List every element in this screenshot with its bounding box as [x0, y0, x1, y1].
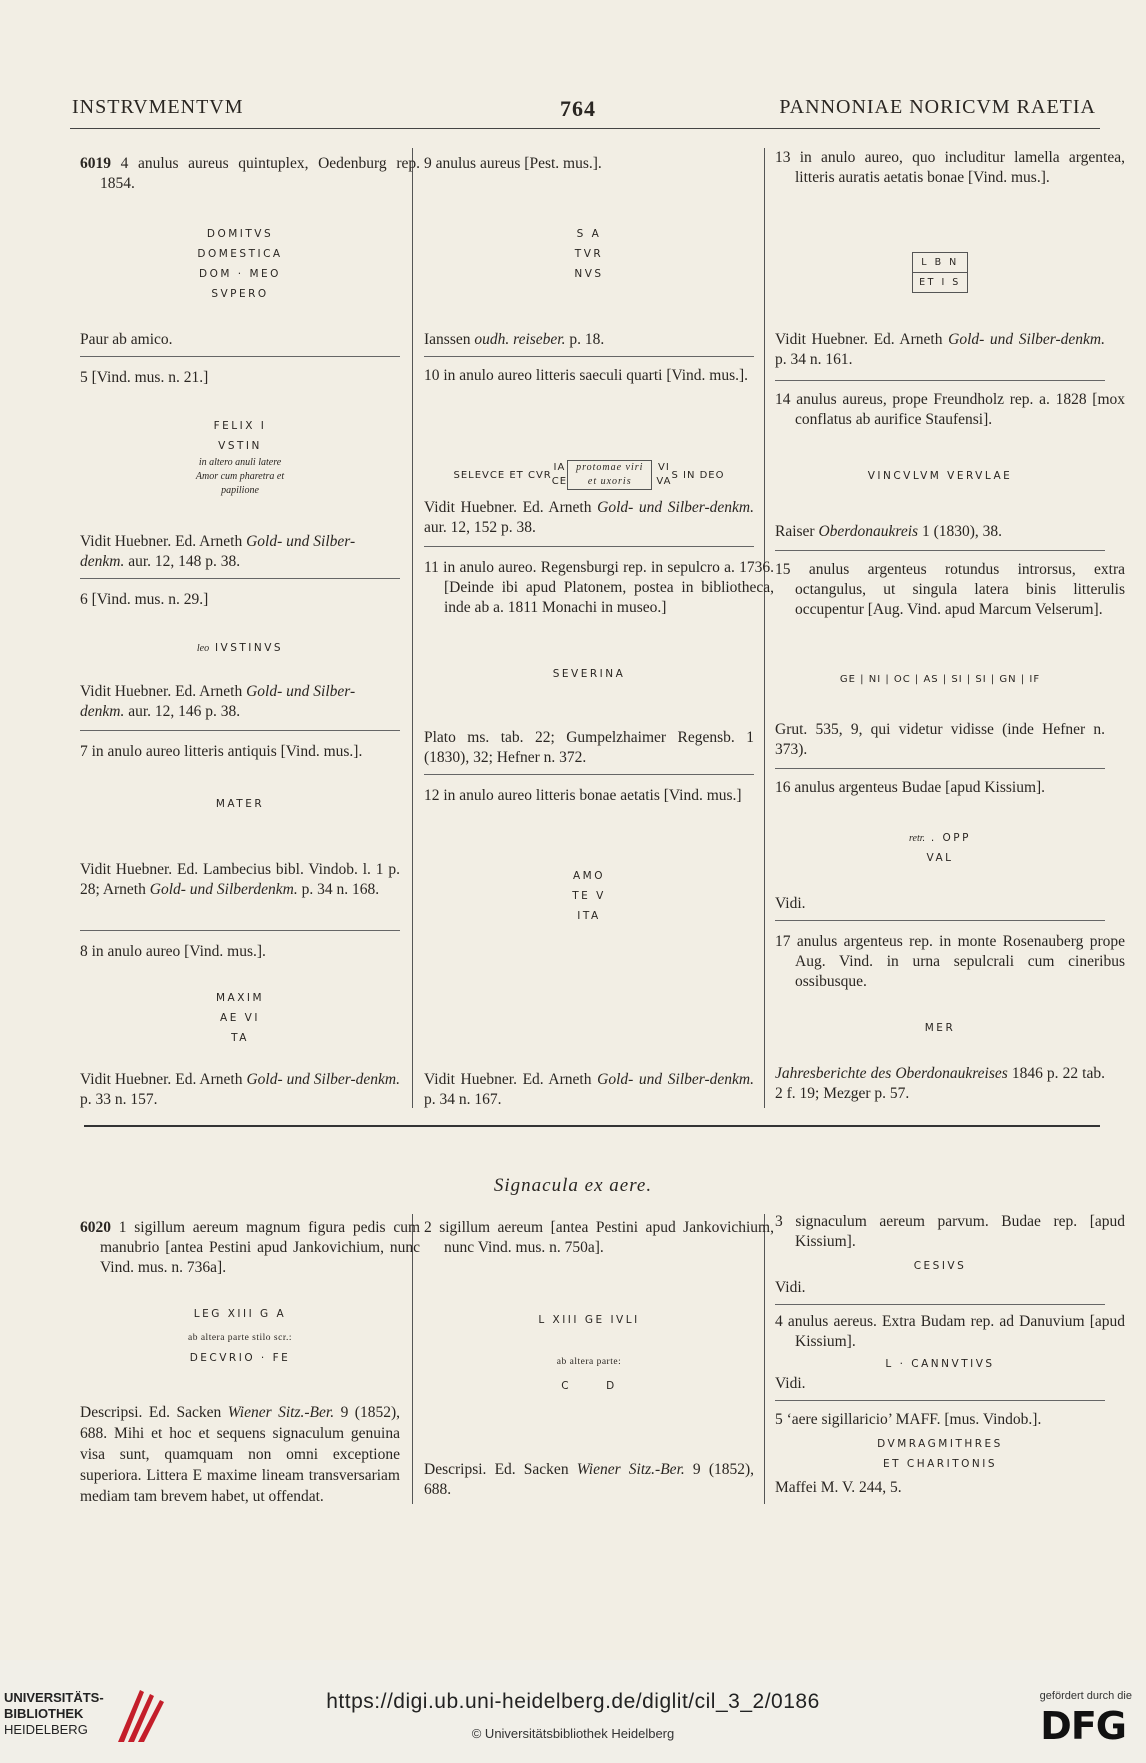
citation [80, 1402, 400, 1507]
citation [80, 682, 400, 722]
inscription [80, 416, 400, 498]
entry-number: 6019 [80, 155, 111, 172]
citation-title: oudh. reiseber. [474, 331, 566, 348]
inscription [80, 988, 400, 1048]
inscription [80, 638, 400, 658]
page-number: 764 [560, 96, 596, 121]
inscription-line: DOMITVS [206, 228, 274, 240]
citation [80, 532, 400, 572]
inscription-text: CE [551, 476, 568, 487]
entry-16: 16 anulus argenteus Budae [apud Kissium]. [775, 779, 1046, 796]
citation [424, 1070, 754, 1110]
citation [775, 330, 1105, 370]
inscription-note: retr. [909, 833, 926, 844]
citation-title: denkm. [80, 703, 125, 720]
entry-17: 17 anulus argenteus rep. in monte Rosenauberg prope Aug. Vind. in urna sepulcrali cum cineribus ossibusque. [775, 933, 1125, 990]
inscription: MATER [215, 798, 265, 810]
entry-rule [80, 930, 400, 931]
citation-text: Vidit Huebner. Ed. Arneth [424, 1071, 592, 1088]
inscription [775, 252, 1105, 293]
citation: Plato ms. tab. 22; Gumpelzhaimer Regensb. 1 (1830), 32; Hefner n. 372. [424, 729, 754, 766]
entry-number: 6020 [80, 1219, 111, 1236]
inscription-line: C D [561, 1380, 617, 1392]
citation-text: p. 34 n. 167. [424, 1091, 502, 1108]
entry-11: 11 in anulo aureo. Regensburgi rep. in sepulcro a. 1736. [Deinde ibi apud Platonem, postea in bibliotheca, inde ab a. 1811 Monachi in museo.] [424, 559, 774, 616]
entry-text: 1 sigillum aereum magnum figura pedis cum manubrio [antea Pestini apud Jankovichium, nunc Vind. mus. n. 736a]. [100, 1219, 421, 1276]
inscription-line: DECVRIO · FE [189, 1352, 291, 1364]
box-line: et uxoris [587, 476, 632, 487]
running-head-left: INSTRVMENTVM [72, 96, 244, 118]
entry-rule [80, 356, 400, 357]
citation-text: Vidit Huebner. Ed. Arneth [424, 499, 592, 516]
entry-6020 [80, 1218, 420, 1278]
inscription [775, 828, 1105, 868]
citation-text: p. 34 n. 161. [775, 351, 853, 368]
citation-title: Wiener Sitz.-Ber. [576, 1461, 685, 1478]
inscription-line: DOMESTICA [197, 248, 283, 260]
inscription: L · CANNVTIVS [885, 1358, 995, 1370]
citation-text: aur. 12, 146 p. 38. [128, 703, 241, 720]
citation: Grut. 535, 9, qui videtur vidisse (inde Hefner n. 373). [775, 721, 1105, 758]
inscription-line: S A [576, 228, 602, 240]
entry-sig-4: 4 anulus aereus. Extra Budam rep. ad Danuvium [apud Kissium]. [775, 1313, 1125, 1350]
citation-text: aur. 12, 148 p. 38. [128, 553, 241, 570]
section-title: Signacula ex aere. [493, 1175, 653, 1196]
entry-rule [775, 550, 1105, 551]
inscription [424, 224, 754, 284]
library-name-line: UNIVERSITÄTS- [4, 1690, 104, 1705]
inscription-layout [453, 460, 724, 490]
inscription-line: TVR [574, 248, 604, 260]
header-rule [70, 128, 1100, 129]
inscription-text: SELEVCE ET CVR [453, 470, 552, 481]
entry-sig-3: 3 signaculum aereum parvum. Budae rep. [apud Kissium]. [775, 1213, 1125, 1250]
citation-title: Gold- und Silber-denkm. [948, 331, 1105, 348]
inscription-line: TA [231, 1032, 249, 1044]
inscription [424, 1310, 754, 1396]
citation-text: Descripsi. Ed. Sacken [424, 1461, 569, 1478]
inscription [80, 1304, 400, 1368]
inscription-stack [656, 461, 671, 489]
inscription-note: leo [196, 643, 210, 654]
inscription-part [453, 461, 567, 490]
inscription-part [652, 461, 725, 490]
citation-text: Raiser [775, 523, 815, 540]
inscription-note: ab altera parte stilo scr.: [188, 1333, 292, 1343]
inscription-text: S IN DEO [671, 470, 725, 481]
dfg-logo: DFG [1040, 1704, 1126, 1748]
citation-text: aur. 12, 152 p. 38. [424, 519, 536, 536]
citation [424, 498, 754, 538]
inscription: MER [924, 1022, 956, 1034]
inscription-line: L XIII GE IVLI [538, 1314, 640, 1326]
inscription-line: NVS [574, 268, 604, 280]
citation-text: Vidit Huebner. Ed. Arneth [80, 1071, 243, 1088]
citation-title: Gold- und Silber-denkm. [597, 499, 754, 516]
entry-15: 15 anulus argenteus rotundus introrsus, extra octangulus, ut singula latera binis litterulis occupentur [Aug. Vind. apud Marcum Velserum]. [775, 561, 1125, 618]
citation-text: Vidit Huebner. Ed. Lambecius bibl. Vindob. l. 1 p. 28; Arneth [80, 861, 400, 898]
citation-title: Gold- und Silber- [246, 533, 356, 550]
inscription: CESIVS [913, 1260, 967, 1272]
inscription-note: in altero anuli latere [198, 457, 282, 468]
entry-rule [424, 774, 754, 775]
entry-rule [80, 578, 400, 579]
inscription-line: retr. . OPP [909, 832, 971, 844]
citation: Paur ab amico. [80, 331, 173, 348]
citation [424, 1460, 754, 1500]
citation-text: p. 34 n. 168. [301, 881, 380, 898]
copyright: © Universitätsbibliothek Heidelberg [471, 1726, 675, 1741]
inscription [80, 224, 400, 304]
entry-6019 [80, 154, 420, 194]
inscription-line: SVPERO [211, 288, 269, 300]
citation-title: denkm. [80, 553, 125, 570]
citation [80, 860, 400, 900]
inscription-line: ITA [577, 910, 601, 922]
citation-text: 1846 p. 22 tab. 2 f. 19; Mezger p. 57. [775, 1065, 1105, 1102]
inscription-line: VAL [926, 852, 954, 864]
column-rule [764, 148, 765, 1108]
inscription [424, 866, 754, 926]
entry-9: 9 anulus aureus [Pest. mus.]. [424, 155, 602, 172]
entry-rule [775, 768, 1105, 769]
citation-text: Vidit Huebner. Ed. Arneth [80, 683, 243, 700]
entry-6: 6 [Vind. mus. n. 29.] [80, 591, 209, 608]
inscription [775, 1434, 1105, 1474]
footer-bar [0, 1660, 1146, 1763]
citation: Vidi. [775, 1279, 806, 1296]
section-rule [84, 1125, 1100, 1127]
inscription-line: VSTIN [218, 440, 262, 452]
entry-14: 14 anulus aureus, prope Freundholz rep. a. 1828 [mox conflatus ab aurifice Staufensi]. [775, 391, 1125, 428]
citation-text: Ianssen [424, 331, 471, 348]
citation-title: Gold- und Silber-denkm. [246, 1071, 400, 1088]
citation-text: p. 33 n. 157. [80, 1091, 158, 1108]
box-line: protomae viri [576, 462, 644, 473]
funding-label: gefördert durch die [1039, 1690, 1132, 1702]
entry-rule [775, 380, 1105, 381]
entry-text: 4 anulus aureus quintuplex, Oedenburg rep. 1854. [100, 155, 420, 192]
citation-title: Gold- und Silber- [246, 683, 356, 700]
citation-title: Oberdonaukreis [818, 523, 919, 540]
entry-rule [424, 546, 754, 547]
inscription-box [568, 461, 652, 490]
inscription-text: IA [553, 462, 566, 473]
inscription-line: FELIX I [213, 420, 267, 432]
inscription-line: IVSTINVS [214, 642, 284, 654]
citation: Vidi. [775, 895, 806, 912]
permalink[interactable]: https://digi.ub.uni-heidelberg.de/diglit/cil_3_2/0186 [326, 1690, 820, 1713]
inscription-line: ET CHARITONIS [883, 1458, 997, 1470]
inscription-note: ab altera parte: [556, 1357, 622, 1367]
inscription-note: papilione [221, 485, 259, 496]
inscription-note: Amor cum pharetra et [195, 471, 285, 482]
inscription-line: DVMRAGMITHRES [877, 1438, 1003, 1450]
entry-13: 13 in anulo aureo, quo includitur lamella argentea, litteris auratis aetatis bonae [Vind. mus.]. [775, 149, 1125, 186]
citation-text: 1 (1830), 38. [921, 523, 1003, 540]
citation-title: Wiener Sitz.-Ber. [227, 1404, 335, 1421]
entry-rule [775, 1304, 1105, 1305]
entry-sig-2: 2 sigillum aereum [antea Pestini apud Jankovichium, nunc Vind. mus. n. 750a]. [424, 1219, 774, 1256]
citation [775, 522, 1105, 542]
citation-title: Gold- und Silberdenkm. [149, 881, 298, 898]
entry-5: 5 [Vind. mus. n. 21.] [80, 369, 209, 386]
column-rule [412, 148, 413, 1108]
entry-7: 7 in anulo aureo litteris antiquis [Vind. mus.]. [80, 743, 363, 760]
library-name-line: BIBLIOTHEK [4, 1706, 84, 1721]
citation-text: Descripsi. Ed. Sacken [80, 1404, 222, 1421]
entry-sig-5: 5 ‘aere sigillaricio’ MAFF. [mus. Vindob.]. [775, 1411, 1042, 1428]
citation: Vidi. [775, 1375, 806, 1392]
citation-text: 9 (1852), 688. Mihi et hoc et sequens signaculum genuina visa sunt, quamquam non omni exceptione superiora. Littera E maxime lineam transversariam mediam tam brevem habet, ut offendat. [80, 1404, 400, 1505]
inscription-text: OPP [942, 832, 971, 844]
inscription-box [912, 252, 968, 293]
citation-text: p. 18. [569, 331, 605, 348]
inscription-line: AE VI [220, 1012, 260, 1024]
inscription-line: LEG XIII G A [193, 1308, 287, 1320]
entry-10: 10 in anulo aureo litteris saeculi quarti [Vind. mus.]. [424, 367, 749, 384]
inscription-text: VA [656, 476, 672, 487]
inscription-line: MAXIM [215, 992, 265, 1004]
entry-8: 8 in anulo aureo [Vind. mus.]. [80, 943, 266, 960]
entry-rule [80, 730, 400, 731]
citation-title: Jahresberichte des Oberdonaukreises [775, 1065, 1008, 1082]
inscription-stack [552, 461, 567, 489]
citation-title: Gold- und Silber-denkm. [597, 1071, 754, 1088]
entry-12: 12 in anulo aureo litteris bonae aetatis [Vind. mus.] [424, 787, 742, 804]
citation: Maffei M. V. 244, 5. [775, 1479, 902, 1496]
inscription-line: L B N [913, 253, 968, 273]
running-head-right: PANNONIAE NORICVM RAETIA [779, 96, 1096, 118]
citation-text: Vidit Huebner. Ed. Arneth [775, 331, 943, 348]
entry-rule [424, 356, 754, 357]
inscription-line: TE V [572, 890, 606, 902]
entry-rule [775, 1400, 1105, 1401]
inscription [424, 460, 754, 490]
citation [80, 1070, 400, 1110]
inscription-text: VI [658, 462, 670, 473]
citation-text: 9 (1852), 688. [424, 1461, 755, 1498]
citation [775, 1064, 1105, 1104]
citation-text: Vidit Huebner. Ed. Arneth [80, 533, 243, 550]
inscription-line: ET I S [913, 273, 968, 293]
citation [424, 330, 754, 350]
inscription: SEVERINA [552, 668, 626, 680]
inscription: GE | NI | OC | AS | SI | SI | GN | IF [839, 674, 1041, 685]
library-name-line: HEIDELBERG [4, 1722, 88, 1737]
inscription-line: AMO [572, 870, 605, 882]
inscription: VINCVLVM VERVLAE [867, 470, 1013, 482]
entry-rule [775, 920, 1105, 921]
inscription-line: DOM · MEO [199, 268, 281, 280]
